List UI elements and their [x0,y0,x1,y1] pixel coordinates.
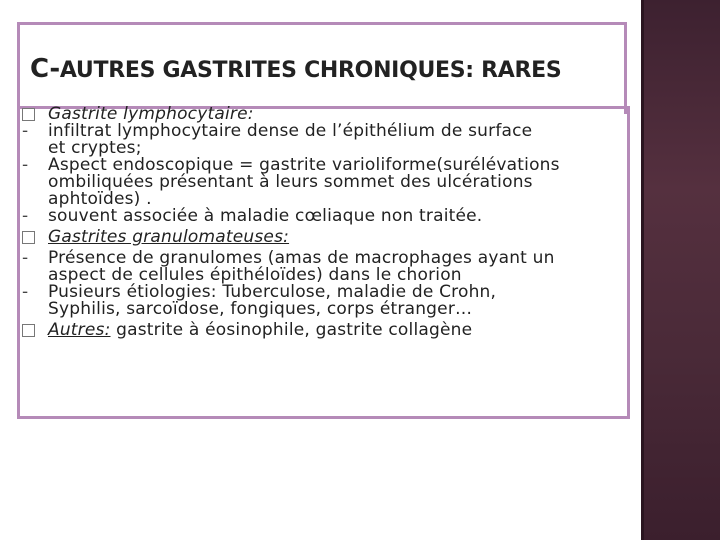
list-item [22,284,628,318]
section-heading [22,322,628,339]
dash-bullet-icon: - [22,121,29,141]
checkbox-bullet-icon [22,108,35,121]
item-line: aspect de cellules épithéloïdes) dans le chorion [48,265,462,285]
item-line: Pusieurs étiologies: Tuberculose, maladie de Crohn, [48,282,497,302]
checkbox-bullet-icon [22,231,35,244]
item-line: aphtoïdes) . [48,189,152,209]
item-line: Syphilis, sarcoïdose, fongiques, corps étranger… [48,299,473,319]
list-item [22,157,628,208]
item-line: et cryptes; [48,138,142,158]
list-item [22,208,628,225]
item-line: Présence de granulomes (amas de macrophages ayant un [48,248,555,268]
section-heading [22,229,628,246]
checkbox-bullet-icon [22,324,35,337]
dash-bullet-icon: - [22,206,29,226]
item-line: ombiliquées présentant à leurs sommet des ulcérations [48,172,533,192]
item-line: infiltrat lymphocytaire dense de l’épithélium de surface [48,121,533,141]
list-item [22,123,628,157]
autres-text: gastrite à éosinophile, gastrite collagène [110,320,473,340]
heading-granulomateuses: Gastrites granulomateuses: [48,227,290,247]
heading-autres: Autres: [48,320,111,340]
item-line: souvent associée à maladie cœliaque non traitée. [48,206,483,226]
title-prefix: C- [30,54,60,84]
slide-content [22,106,628,339]
list-item [22,250,628,284]
dash-bullet-icon: - [22,248,29,268]
heading-lymphocytaire: Gastrite lymphocytaire: [48,104,254,124]
dash-bullet-icon: - [22,282,29,302]
item-line: Aspect endoscopique = gastrite varioliforme(surélévations [48,155,560,175]
decorative-sidebar [641,0,720,540]
dash-bullet-icon: - [22,155,29,175]
slide-title [30,54,561,84]
title-text: AUTRES GASTRITES CHRONIQUES: RARES [59,58,562,83]
